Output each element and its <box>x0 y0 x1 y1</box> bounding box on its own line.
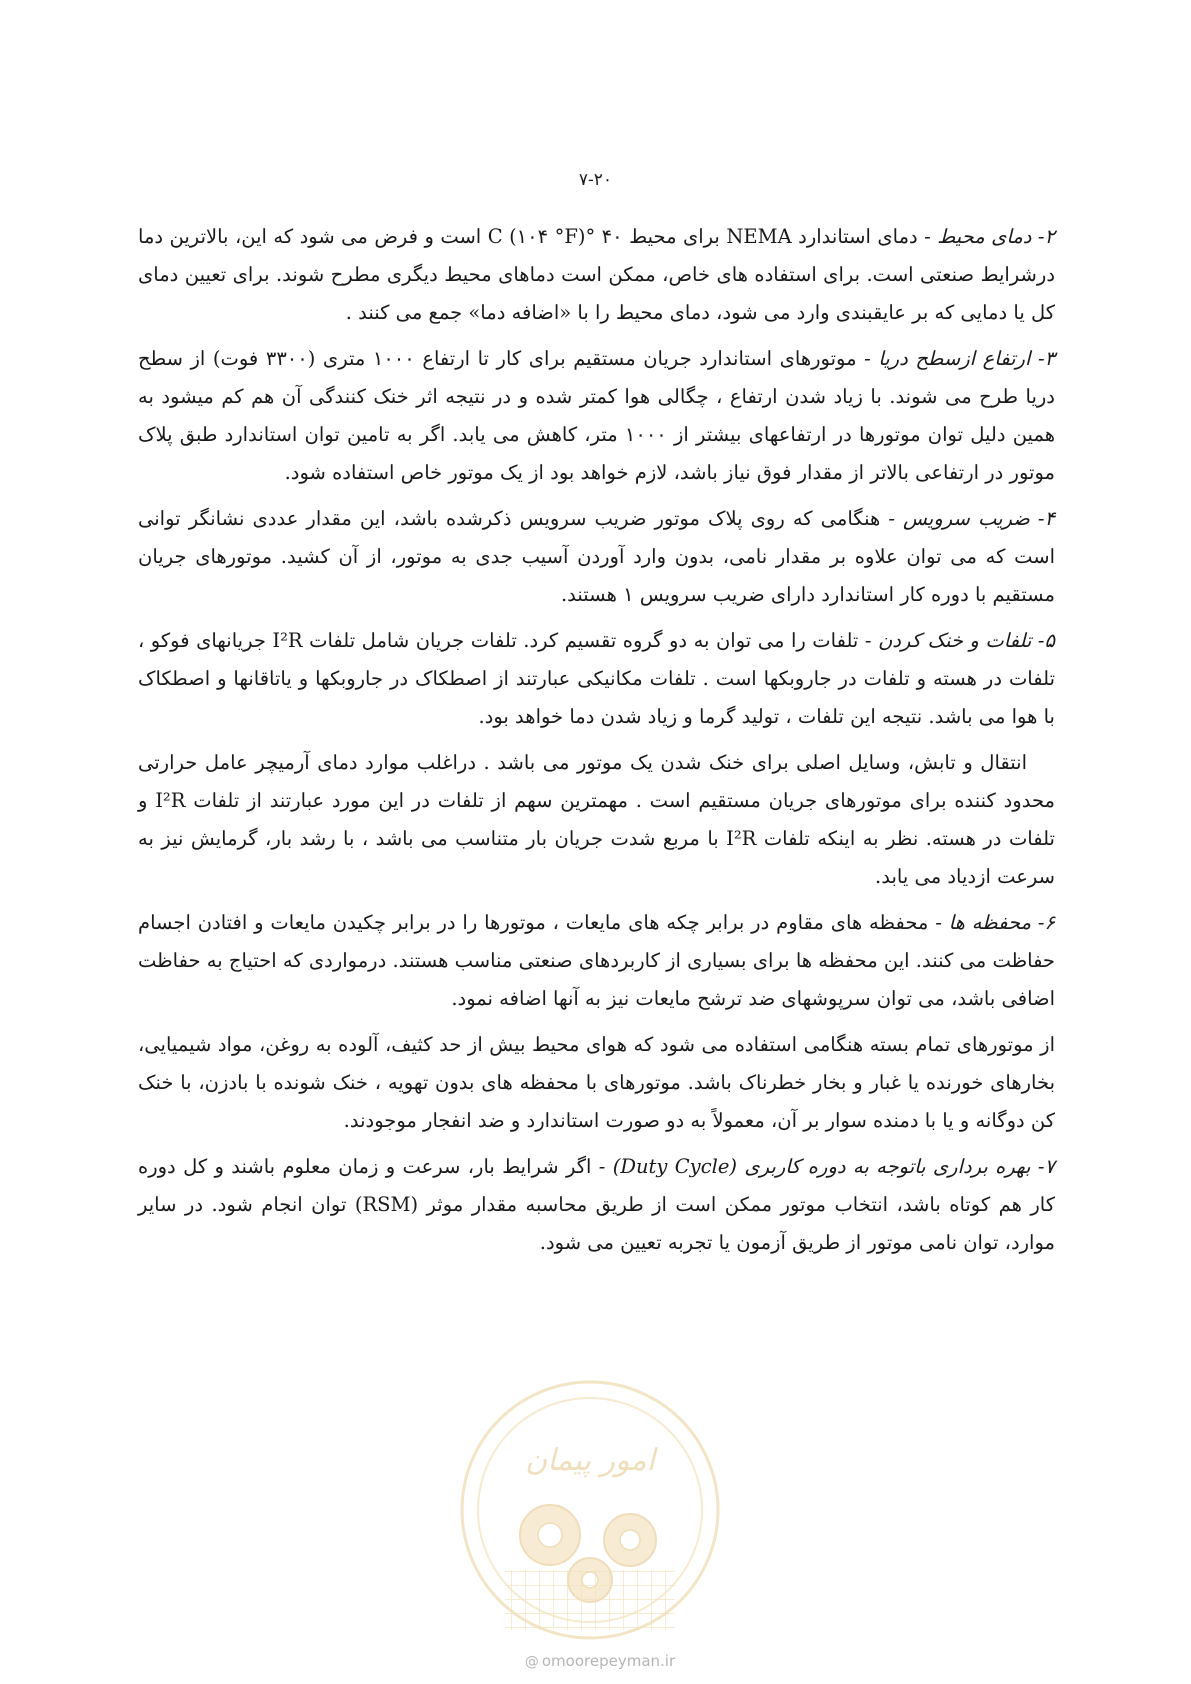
paragraph-text: دمای استاندارد NEMA برای محیط ۴۰ °C (۱۰۴ °F) است و فرض می شود که این، بالاترین دما درشرایط صنعتی است. برای استفاده های خاص، ممکن است دماهای محیط دیگری مطرح شوند. برای تعیین دمای کل یا دمایی که بر عایقبندی وارد می شود، دمای محیط را با «اضافه دما» جمع می کنند . <box>138 225 1055 324</box>
section-heading: ۶- محفظه ها - <box>935 911 1055 934</box>
watermark-text: امور پیمان <box>525 1443 655 1478</box>
section-heading: ۵- تلفات و خنک کردن - <box>864 629 1055 652</box>
paragraph-enclosed-motors <box>138 1026 1055 1140</box>
section-heading: ۳- ارتفاع ازسطح دریا - <box>864 347 1056 370</box>
paragraph-altitude <box>138 340 1055 492</box>
footer-url-text: omoorepeyman.ir <box>541 1652 676 1670</box>
paragraph-text: هنگامی که روی پلاک موتور ضریب سرویس ذکرشده باشد، این مقدار عددی نشانگر توانی است که می توان علاوه بر مقدار نامی، بدون وارد آوردن آسیب جدی به موتور، از آن کشید. موتورهای جریان مستقیم با دوره کار استاندارد دارای ضریب سرویس ۱ هستند. <box>138 507 1055 606</box>
paragraph-text: اگر شرایط بار، سرعت و زمان معلوم باشند و کل دوره کار هم کوتاه باشد، انتخاب موتور ممکن است از طریق محاسبه مقدار موثر (RSM) توان انجام شود. در سایر موارد، توان نامی موتور از طریق آزمون یا تجربه تعیین می شود. <box>138 1155 1055 1254</box>
paragraph-text: تلفات را می توان به دو گروه تقسیم کرد. تلفات جریان شامل تلفات I²R جریانهای فوکو ، تلفات در هسته و تلفات در جاروبکها است . تلفات مکانیکی عبارتند از اصطکاک در جاروبکها و یاتاقانها و اصطکاک با هوا می باشد. نتیجه این تلفات ، تولید گرما و زیاد شدن دما خواهد بود. <box>138 629 1055 728</box>
paragraph-cooling-continued <box>138 744 1055 896</box>
paragraph-duty-cycle <box>138 1148 1055 1262</box>
section-heading: ۷- بهره برداری باتوجه به دوره کاربری (Duty Cycle) - <box>598 1155 1056 1178</box>
paragraph-service-factor <box>138 500 1055 614</box>
footer-url <box>470 1652 730 1670</box>
paragraph-ambient-temperature <box>138 218 1055 332</box>
paragraph-losses-cooling <box>138 622 1055 736</box>
at-icon: @ <box>524 1654 539 1670</box>
watermark-logo <box>455 1375 725 1645</box>
paragraph-text: موتورهای استاندارد جریان مستقیم برای کار تا ارتفاع ۱۰۰۰ متری (۳۳۰۰ فوت) از سطح دریا طرح می شوند. با زیاد شدن ارتفاع ، چگالی هوا کمتر شده و در نتیجه اثر خنک کنندگی آن هم کم میشود به همین دلیل توان موتورها در ارتفاعهای بیشتر از ۱۰۰۰ متر، کاهش می یابد. اگر به تامین توان استاندارد طبق پلاک موتور در ارتفاعی بالاتر از مقدار فوق نیاز باشد، لازم خواهد بود از یک موتور خاص استفاده شود. <box>138 347 1055 484</box>
paragraph-enclosures <box>138 904 1055 1018</box>
paragraph-text: انتقال و تابش، وسایل اصلی برای خنک شدن یک موتور می باشد . دراغلب موارد دمای آرمیچر عامل حرارتی محدود کننده برای موتورهای جریان مستقیم است . مهمترین سهم از تلفات در این مورد عبارتند از تلفات I²R و تلفات در هسته. نظر به اینکه تلفات I²R با مربع شدت جریان بار متناسب می باشد ، با رشد بار، گرمایش نیز به سرعت ازدیاد می یابد. <box>138 751 1055 888</box>
paragraph-text: محفظه های مقاوم در برابر چکه های مایعات ، موتورها را در برابر چکیدن مایعات و افتادن اجسام حفاظت می کنند. این محفظه ها برای بسیاری از کاربردهای صنعتی مناسب هستند. درمواردی که احتیاج به حفاظت اضافی باشد، می توان سرپوشهای ضد ترشح مایعات نیز به آنها اضافه نمود. <box>138 911 1055 1010</box>
page-number: ۷-۲۰ <box>578 170 613 190</box>
section-heading: ۴- ضریب سرویس - <box>888 507 1056 530</box>
document-body <box>138 218 1055 1270</box>
paragraph-text: از موتورهای تمام بسته هنگامی استفاده می شود که هوای محیط بیش از حد کثیف، آلوده به روغن، مواد شیمیایی، بخارهای خورنده یا غبار و بخار خطرناک باشد. موتورهای با محفظه های بدون تهویه ، خنک شونده با بادزن، با خنک کن دوگانه و یا با دمنده سوار بر آن، معمولاً به دو صورت استاندارد و ضد انفجار موجودند. <box>138 1033 1055 1132</box>
section-heading: ۲- دمای محیط - <box>924 225 1055 248</box>
